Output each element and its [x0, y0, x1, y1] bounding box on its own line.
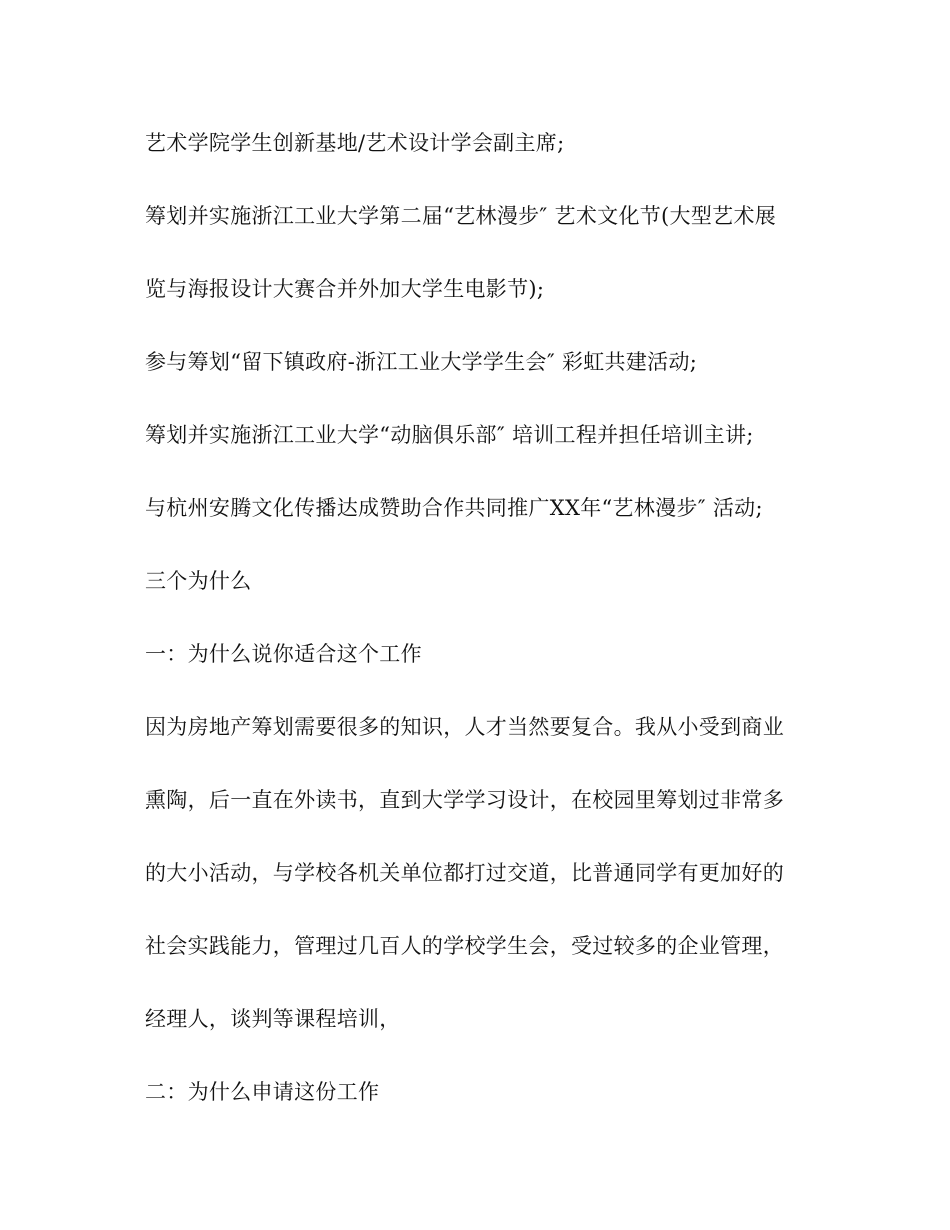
answer-paragraph-line-3: 的大小活动，与学校各机关单位都打过交道，比普通同学有更加好的: [145, 861, 784, 885]
answer-paragraph-line-2: 熏陶，后一直在外读书，直到大学学习设计，在校园里筹划过非常多: [145, 788, 784, 812]
text-line-rainbow-activity: 参与筹划“留下镇政府-浙江工业大学学生会″ 彩虹共建活动;: [145, 350, 698, 374]
answer-paragraph-line-1: 因为房地产筹划需要很多的知识，人才当然要复合。我从小受到商业: [145, 715, 784, 739]
section-heading-three-whys: 三个为什么: [145, 569, 252, 593]
question-heading-1: 一：为什么说你适合这个工作: [145, 642, 422, 666]
text-line-role: 艺术学院学生创新基地/艺术设计学会副主席;: [145, 131, 565, 155]
answer-paragraph-line-5: 经理人，谈判等课程培训，: [145, 1007, 401, 1031]
answer-paragraph-line-4: 社会实践能力，管理过几百人的学校学生会，受过较多的企业管理，: [145, 934, 784, 958]
text-line-sponsorship: 与杭州安腾文化传播达成赞助合作共同推广XX年“艺林漫步″ 活动;: [145, 496, 763, 520]
text-line-art-festival: 筹划并实施浙江工业大学第二届“艺林漫步″ 艺术文化节(大型艺术展: [145, 204, 777, 228]
text-line-brain-club: 筹划并实施浙江工业大学“动脑俱乐部″ 培训工程并担任培训主讲;: [145, 423, 754, 447]
question-heading-2: 二：为什么申请这份工作: [145, 1080, 380, 1104]
text-line-art-festival-cont: 览与海报设计大赛合并外加大学生电影节);: [145, 277, 545, 301]
